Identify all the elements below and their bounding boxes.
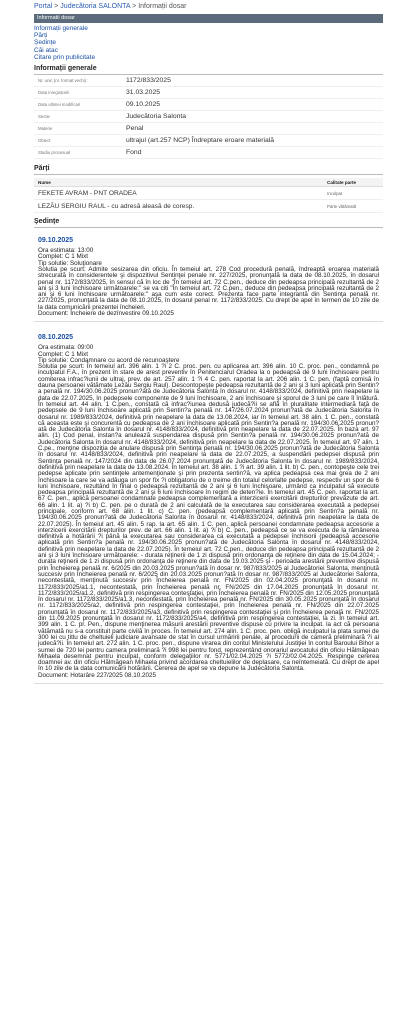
hearing-item [34,328,383,684]
quick-link-citare-publicitate[interactable]: Citare prin publicitate [34,53,96,61]
info-row [34,75,383,87]
info-label: Stadiu procesual [38,150,71,156]
parti-table-header [34,178,383,187]
info-row [34,111,383,123]
party-role: Inculpat [327,190,343,196]
quick-link-cai-atac[interactable]: Căi atac [34,46,58,54]
info-label: Data ultimei modificari [38,102,81,108]
info-value: 09.10.2025 [126,101,161,109]
party-role: Parte vătămată [327,203,357,209]
info-label: Data inregistrarii [38,90,70,96]
breadcrumb-current: Informații dosar [138,3,187,10]
info-value: 1172/833/2025 [126,77,171,85]
info-label: Materie [38,126,53,132]
info-label: Obiect [38,138,51,144]
hearing-document: Document: Încheiere de dezînvestire 09.10.2025 [38,309,174,317]
hearing-document: Document: Hotarâre 227/2025 08.10.2025 [38,671,156,679]
hearing-solution-type: Tip solutie: Condamnare cu acord de recunoaştere [38,356,180,364]
table-row [34,187,383,200]
column-header-role: Calitate parte [327,179,357,185]
info-row [34,123,383,135]
info-value: ultrajul (art.257 NCP) Îndreptare eroare materială [126,137,275,145]
breadcrumb-separator: > [54,3,59,10]
hearing-date: 09.10.2025 [38,237,74,245]
info-value: Fond [126,149,142,157]
hearing-item [34,231,383,322]
hearing-time: Ora estimata: 13:00 [38,247,94,255]
hearing-panel: Complet: C 1 Mixt [38,350,89,358]
sedinte-heading: Ședințe [34,218,383,228]
general-info-section [34,65,383,159]
hearing-solution-type: Tip solutie: Soluţionare [38,259,102,267]
section-bar: Informatii dosar [34,14,383,23]
hearing-panel: Complet: C 1 Mixt [38,253,89,261]
breadcrumb-court-link[interactable]: Judecătoria SALONTA [60,3,131,10]
breadcrumb [34,2,383,12]
party-name: LEZĂU SERGIU RAUL - cu adresă aleasă de coresp. [38,202,195,210]
info-value: Penal [126,125,144,133]
parti-section [34,165,383,213]
quick-link-informatii-generale[interactable]: Informații generale [34,25,88,32]
quick-link-sedinte[interactable]: Ședințe [34,39,57,47]
column-header-name: Nume [38,179,51,185]
info-row [34,135,383,147]
sedinte-section [34,218,383,684]
info-label: Nr. unic (nr. format vechi) : [38,78,89,84]
quick-link-parti[interactable]: Părți [34,32,48,40]
table-row [34,200,383,213]
info-row [34,147,383,159]
hearing-date: 08.10.2025 [38,334,74,342]
info-value: Judecătoria Salonta [126,113,187,121]
general-info-heading: Informații generale [34,65,383,75]
parti-heading: Părți [34,165,383,175]
info-row [34,87,383,99]
breadcrumb-separator: > [132,3,137,10]
hearing-solution-text: Solutia pe scurt: Admite sesizarea din oficiu. În temeiul art. 278 Cod procedură penală, îndreaptă eroarea materială strecurată în considerentele şi dispozitivul Sentinţei penale nr. 227/2025, pronunţată la data de 08.10.2025, în dosarul penal nr. 1172/833/2025, în sensul că în loc de "În temeiul art. 72 C.pen., deduce din pedeapsa principală rezultantă de 2 ani şi 3 luni închisoare următoarele:" se va citi "În temeiul art. 72 C.pen., deduce din pedeapsa principală rezultantă de 2 ani şi 6 luni închisoare următoarele:" aşa cum este corect. Prezenta face parte integrantă din Sentinţa penală nr. 227/2025, pronunţată la data de 08.10.2025, în dosarul penal nr. 1172/833/2025. Cu drept de apel în termen de 10 zile de la data comunicării prezentei încheieri. [38,265,379,311]
breadcrumb-portal-link[interactable]: Portal [34,3,53,10]
quick-links [34,25,383,61]
info-value: 31.03.2025 [126,89,161,97]
hearing-solution-text: Solutia pe scurt: În temeiul art. 396 alin. 1 ?i 2 C. proc. pen. cu aplicarea art. 396 alin. 10 C. proc. pen., condamnă pe inculpatul F.A., în prezent în stare de arest preventiv în Penitenciarul Oradea la o pedeapsă de 9 luni închisoare pentru comiterea infrac?iunii de ultraj, prev. de art. 257 alin. 1 ?i 4 C. pen. raportat la art. 206 alin. 1 C. pen. (faptă comisă în dauna persoanei vătămate Lezău Sergiu Raul). Descontopeşte pedeapsa rezultantă de 2 ani şi 3 luni aplicată prin Sentin?a penală nr. 194/30.06.2025 pronun?ată de Judecătoria Salonta în dosarul nr. 4148/833/2024, definitivă prin neapelare la data de 22.07.2025, în pedepsele componente de 9 luni închisoare, 2 ani închisoare şi sporul de 3 luni pe care îl înlătură. În temeiul art. 44 alin. 1 C.pen., constată că infrac?iunea dedusă judecă?ii se află în pluralitate intermediară faţă de pedepsele de 9 luni închisoare aplicată prin Sentin?a penală nr. 147/26.07.2024 pronun?ată de Judecătoria Salonta în dosarul nr. 1989/833/2024, definitivă prin neapelare la data de 13.08.2024, iar în temeiul art. 38 alin. 1 C. pen., constată că aceasta este şi concurentă cu pedeapsa de 2 ani închisoare aplicată prin Sentin?a penală nr. 194/30.06.2025 pronun?ată de Judecătoria Salonta în dosarul nr. 4148/833/2024, definitivă prin neapelare la data de 22.07.2025. În baza art. 97 alin. (1) Cod penal, instan?a anulează suspendarea dispusă prin Sentin?a penală nr. 194/30.06.2025 pronun?ată de Judecătoria Salonta în dosarul nr. 4148/833/2024, definitivă prin neapelare la data de 22.07.2025. În temeiul art. 97 alin. 1 C.pe., menţine dispoziţia de anulare dispusă prin Sentinţa penală nr. 194/30.06.2025 pronun?ată de Judecătoria Salonta în dosarul nr. 4148/833/2024, definitivă prin neapelare la data de 22.07.2025, a suspendării pedepsei dispusă prin Sentinţa penală nr. 147/2024 din data de 26.07.2024 pronunţată de Judecătoria Salonta în dosarul nr. 1989/833/2024, definitivă prin neapelare la data de 13.08.2024. În temeiul art. 38 alin. 1 ?i art. 39 alin. 1 lit. b) C. pen., contopeşte cele trei pedepse aplicate prin sentinţele antemenţionate şi prin prezenta sentin?ă, va aplica pedeapsa cea mai grea de 2 ani închisoare la care se va adăuga un spor fix ?i obligatoriu de o treime din totalul celorlalte pedepse, respectiv un spor de 6 luni închisoare, rezultând în final o pedeapsă rezultantă de 2 ani şi 6 luni închisoare, urmând ca inculpatul să execute pedeapsa principală rezultantă de 2 ani şi 6 luni închisoare în regim de deten?ie. În temeiul art. 45 C. pen. raportat la art. 67 C. pen., aplică persoanei condamnate pedeapsa complementară a interzicerii exercitării drepturilor prevăzute de art. 66 alin. 1 lit. a) ?i b) C. pen. pe o durată de 2 ani calculată de la executarea sau considerarea executată a pedepsei principale, conform art. 68 alin. 1 lit. c) C. pen. (pedeapsă complementară aplicată prin Sentin?a penală nr. 194/30.06.2025 pronun?ată de Judecătoria Salonta în dosarul nr. 4148/833/2024, definitivă prin neapelare la data de 22.07.2025). În temeiul art. 45 alin. 5 rap. la art. 65 alin. 1 C. pen. aplică persoanei condamnate pedeapsa accesorie a interzicerii exercitării drepturilor prev. de art. 66 alin. 1 lit. a) ?i b) C. pen., pedeapsă ce se va executa de la rămânerea definitivă a hotărârii ?i până la executarea sau considerarea ca executată a pedepsei închisorii (pedeapsă accesorie aplicată prin Sentin?a penală nr. 194/30.06.2025 pronun?ată de Judecătoria Salonta în dosarul nr. 4148/833/2024, definitivă prin neapelare la data de 22.07.2025). În temeiul art. 72 C.pen., deduce din pedeapsa principală rezultantă de 2 ani şi 3 luni închisoare următoarele: - durata reţinerii de 1 zi dispusă prin ordonanţa de reţinere din data de 15.04.2024; - durata reţinerii de 1 zi dispusă prin ordonanţa de reţinere din data de 19.03.2025 şi - perioada arestării preventive dispusă prin Încheierea penală nr. 6/2025 din 20.03.2025 pronun?ată în dosar nr. 987/833/2025 al Judecătoriei Salonta, menţinută succesiv prin Încheierea penală nr. 6/2025 din 20.03.2025 pronun?ată în dosar nr. 987/833/2025 al Judecătoriei Salonta, necontestată, menţinută succesiv prin Încheierea penală nr. FN/2025 din 02.04.2025 pronunţată în dosarul nr. 1172/833/2025/a1.1, necontestată, prin Încheierea penală nr. FN/2025 din 17.04.2025 pronunţată în dosarul nr. 1172/833/2025/a1.2, definitivă prin respingerea contestaţiei, prin Încheierea penală nr. FN/2025 din 12.05.2025 pronunţată în dosarul nr. 1172/833/2025/a1.3, necontestată, prin Încheierea penală nr. FN/2025 din 30.05.2025 pronunţată în dosarul nr. 1172/833/2025/a2, definitivă prin respingerea contestaţiei, prin Încheierea penală nr. FN/2025 din 22.07.2025 pronunţată în dosarul nr. 1172/833/2025/a3, definitivă prin respingerea contestaţiei şi prin Încheierea penală nr. FN/2025 din 11.09.2025 pronunţată în dosarul nr. 1172/833/2025/a4, definitivă prin respingerea contestaţiei, la zi. În temeiul art. 399 alin. 1 C. pr. Pen., dispune menţinerea măsurii arestării preventive dispuse cu privire la inculpat. la act că persoana vătămată nu s-a constituit parte civilă în proces. În temeiul art. 274 alin. 1 C. proc. pen. obligă inculpatul la plata sumei de 300 lei cu titlu de cheltuieli judiciare avansate de stat în cursul urmăririi penale, al procedurii de cameră preliminară ?i al judecă?ii. În temeiul art. 272 alin. 1 C. proc. pen., dispune virarea din contul Ministerului Justiţiei în contul Baroului Bihor a sumei de 720 lei pentru camera preliminară ?i 998 lei pentru fond, reprezentând onorariul avocatului din oficiu Hălmăgean Mihaela desemnat pentru inculpat, conform delegaţiilor nr. 5771/02.04.2025 ?i 5772/02.04.2025. Respinge cererea doamnei av. din oficiu Hălmăgean Mihaela privind acordarea cheltuielilor de deplasare, ca neîntemeiată. Cu drept de apel în 10 zile de la data comunicării hotărârii. Cererea de apel se va depune la Judecătoria Salonta. [38,363,379,673]
party-name: FEKETE AVRAM - PNT ORADEA [38,189,137,197]
hearing-time: Ora estimata: 09:00 [38,344,94,352]
info-label: Sectie [38,114,50,120]
info-row [34,99,383,111]
